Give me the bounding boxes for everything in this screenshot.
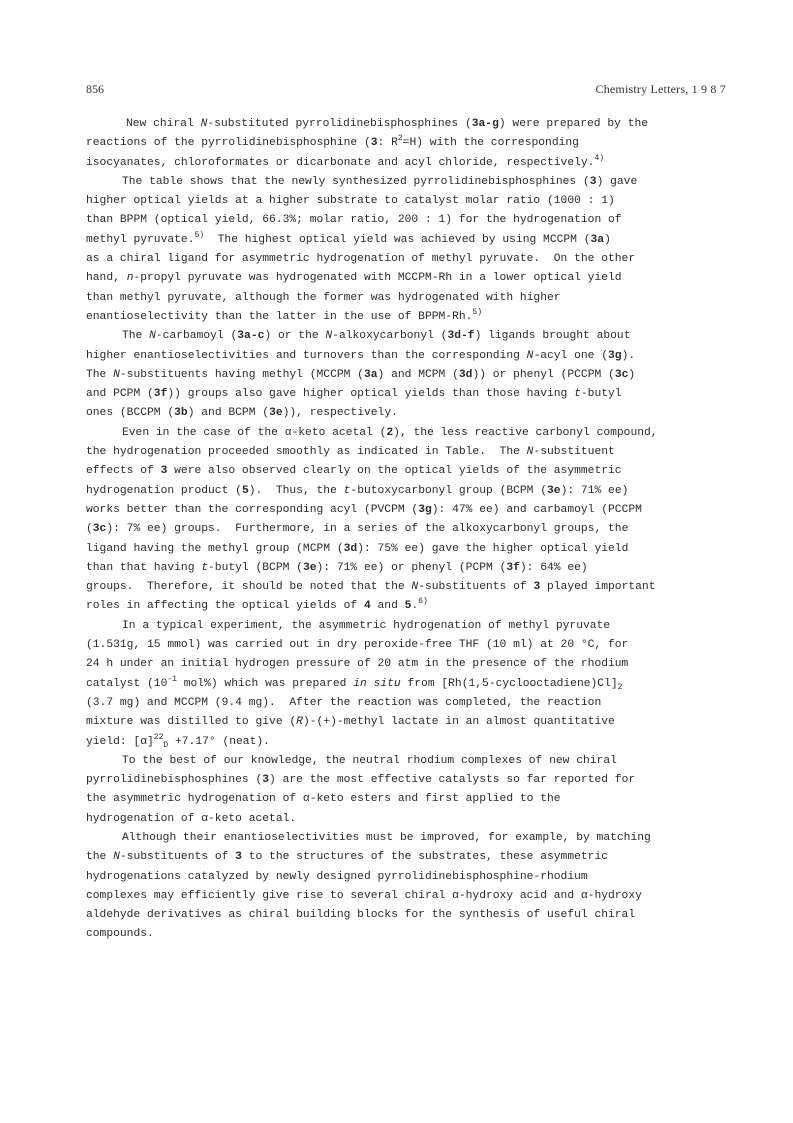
text-line-p2-l1: The table shows that the newly synthesized pyrrolidinebisphosphines (3) gave bbox=[122, 175, 638, 188]
text-line-p4-l5: works better than the corresponding acyl (PVCPM (3g): 47% ee) and carbamoyl (PCCPM bbox=[86, 503, 642, 516]
text-line-p7-l2: the N-substituents of 3 to the structures of the substrates, these asymmetric bbox=[86, 851, 609, 864]
text-line-p1-l2: reactions of the pyrrolidinebisphosphine (3: $R^2=H$) with the corresponding bbox=[86, 134, 579, 150]
text-line-p6-l2: pyrrolidinebisphosphines (3) are the most effective catalysts so far reported for bbox=[86, 774, 636, 787]
text-line-p2-l6: hand, n-propyl pyruvate was hydrogenated with MCCPM-Rh in a lower optical yield bbox=[86, 272, 622, 285]
text-line-p3-l1: The N-carbamoyl (3a-c) or the N-alkoxycarbonyl (3d-f) ligands brought about bbox=[122, 330, 631, 343]
text-line-p4-l8: than that having t-butyl (BCPM (3e): 71% ee) or phenyl (PCPM (3f): 64% ee) bbox=[86, 561, 588, 574]
text-line-p2-l5: as a chiral ligand for asymmetric hydrogenation of methyl pyruvate. On the other bbox=[86, 253, 636, 266]
page-number: 856 bbox=[86, 82, 104, 96]
text-line-p4-l3: effects of 3 were also observed clearly on the optical yields of the asymmetric bbox=[86, 465, 622, 478]
text-line-p7-l5: aldehyde derivatives as chiral building blocks for the synthesis of useful chiral bbox=[86, 909, 636, 922]
text-line-p6-l1: To the best of our knowledge, the neutral rhodium complexes of new chiral bbox=[122, 754, 617, 767]
text-line-p2-l3: than BPPM (optical yield, 66.3%; molar ratio, 200 : 1) for the hydrogenation of bbox=[86, 214, 622, 227]
text-line-p7-l1: Although their enantioselectivities must be improved, for example, by matching bbox=[122, 831, 651, 844]
text-line-p4-l1: Even in the case of the α-keto acetal (2), the less reactive carbonyl compound, bbox=[122, 426, 658, 439]
text-line-p7-l6: compounds. bbox=[86, 928, 154, 941]
text-line-p5-l5: (3.7 mg) and MCCPM (9.4 mg). After the reaction was completed, the reaction bbox=[86, 696, 602, 709]
text-line-p5-l2: (1.531g, 15 mmol) was carried out in dry peroxide-free THF (10 ml) at 20 °C, for bbox=[86, 639, 629, 652]
text-line-p6-l3: the asymmetric hydrogenation of α-keto esters and first applied to the bbox=[86, 793, 561, 806]
text-line-p4-l4: hydrogenation product (5). Thus, the t-butoxycarbonyl group (BCPM (3e): 71% ee) bbox=[86, 484, 629, 497]
text-line-p2-l4: methyl pyruvate.$^{5)}$ The highest optical yield was achieved by using MCCPM (3a) bbox=[86, 230, 611, 246]
text-line-p1-l3: isocyanates, chloroformates or dicarbonate and acyl chloride, respectively.$^{4)}$ bbox=[86, 153, 605, 169]
text-line-p5-l1: In a typical experiment, the asymmetric hydrogenation of methyl pyruvate bbox=[122, 619, 611, 632]
text-line-p7-l3: hydrogenations catalyzed by newly designed pyrrolidinebisphosphine-rhodium bbox=[86, 870, 588, 883]
text-line-p3-l5: ones (BCCPM (3b) and BCPM (3e)), respectively. bbox=[86, 407, 398, 420]
text-line-p2-l2: higher optical yields at a higher substrate to catalyst molar ratio (1000 : 1) bbox=[86, 195, 615, 208]
text-line-p5-l4: catalyst ($10^{-1}$ mol%) which was prepared in situ from $[Rh(1,5-cyclooctadiene)Cl]_2$ bbox=[86, 674, 623, 692]
text-line-p7-l4: complexes may efficiently give rise to several chiral α-hydroxy acid and α-hydroxy bbox=[86, 889, 642, 902]
text-line-p6-l4: hydrogenation of α-keto acetal. bbox=[86, 812, 297, 825]
text-line-p2-l7: than methyl pyruvate, although the former was hydrogenated with higher bbox=[86, 291, 561, 304]
text-line-p5-l6: mixture was distilled to give (R)-(+)-methyl lactate in an almost quantitative bbox=[86, 716, 615, 729]
text-line-p4-l7: ligand having the methyl group (MCPM (3d): 75% ee) gave the higher optical yield bbox=[86, 542, 629, 555]
text-line-p1-l1: New chiral N-substituted pyrrolidinebisphosphines (3a-g) were prepared by the bbox=[126, 118, 649, 130]
text-line-p4-l9: groups. Therefore, it should be noted that the N-substituents of 3 played important bbox=[86, 581, 656, 594]
text-line-p3-l2: higher enantioselectivities and turnovers than the corresponding N-acyl one (3g). bbox=[86, 349, 636, 362]
journal-name: Chemistry Letters, 1 9 8 7 bbox=[595, 82, 726, 96]
page-header bbox=[86, 82, 726, 98]
text-line-p4-l2: the hydrogenation proceeded smoothly as indicated in Table. The N-substituent bbox=[86, 446, 615, 459]
article-body bbox=[86, 115, 726, 945]
text-line-p5-l7: yield: $[\alpha]^{22}_D +7.17^\circ$ (neat). bbox=[86, 732, 270, 750]
text-line-p2-l8: enantioselectivity than the latter in the use of BPPM-Rh.$^{5)}$ bbox=[86, 307, 483, 323]
text-line-p5-l3: 24 h under an initial hydrogen pressure of 20 atm in the presence of the rhodium bbox=[86, 658, 629, 671]
text-line-p3-l4: and PCPM (3f)) groups also gave higher optical yields than those having t-butyl bbox=[86, 388, 622, 401]
text-line-p3-l3: The N-substituents having methyl (MCCPM (3a) and MCPM (3d)) or phenyl (PCCPM (3c) bbox=[86, 368, 636, 381]
text-line-p4-l6: (3c): 7% ee) groups. Furthermore, in a series of the alkoxycarbonyl groups, the bbox=[86, 523, 629, 536]
text-line-p4-l10: roles in affecting the optical yields of 4 and 5.$^{6)}$ bbox=[86, 597, 428, 613]
